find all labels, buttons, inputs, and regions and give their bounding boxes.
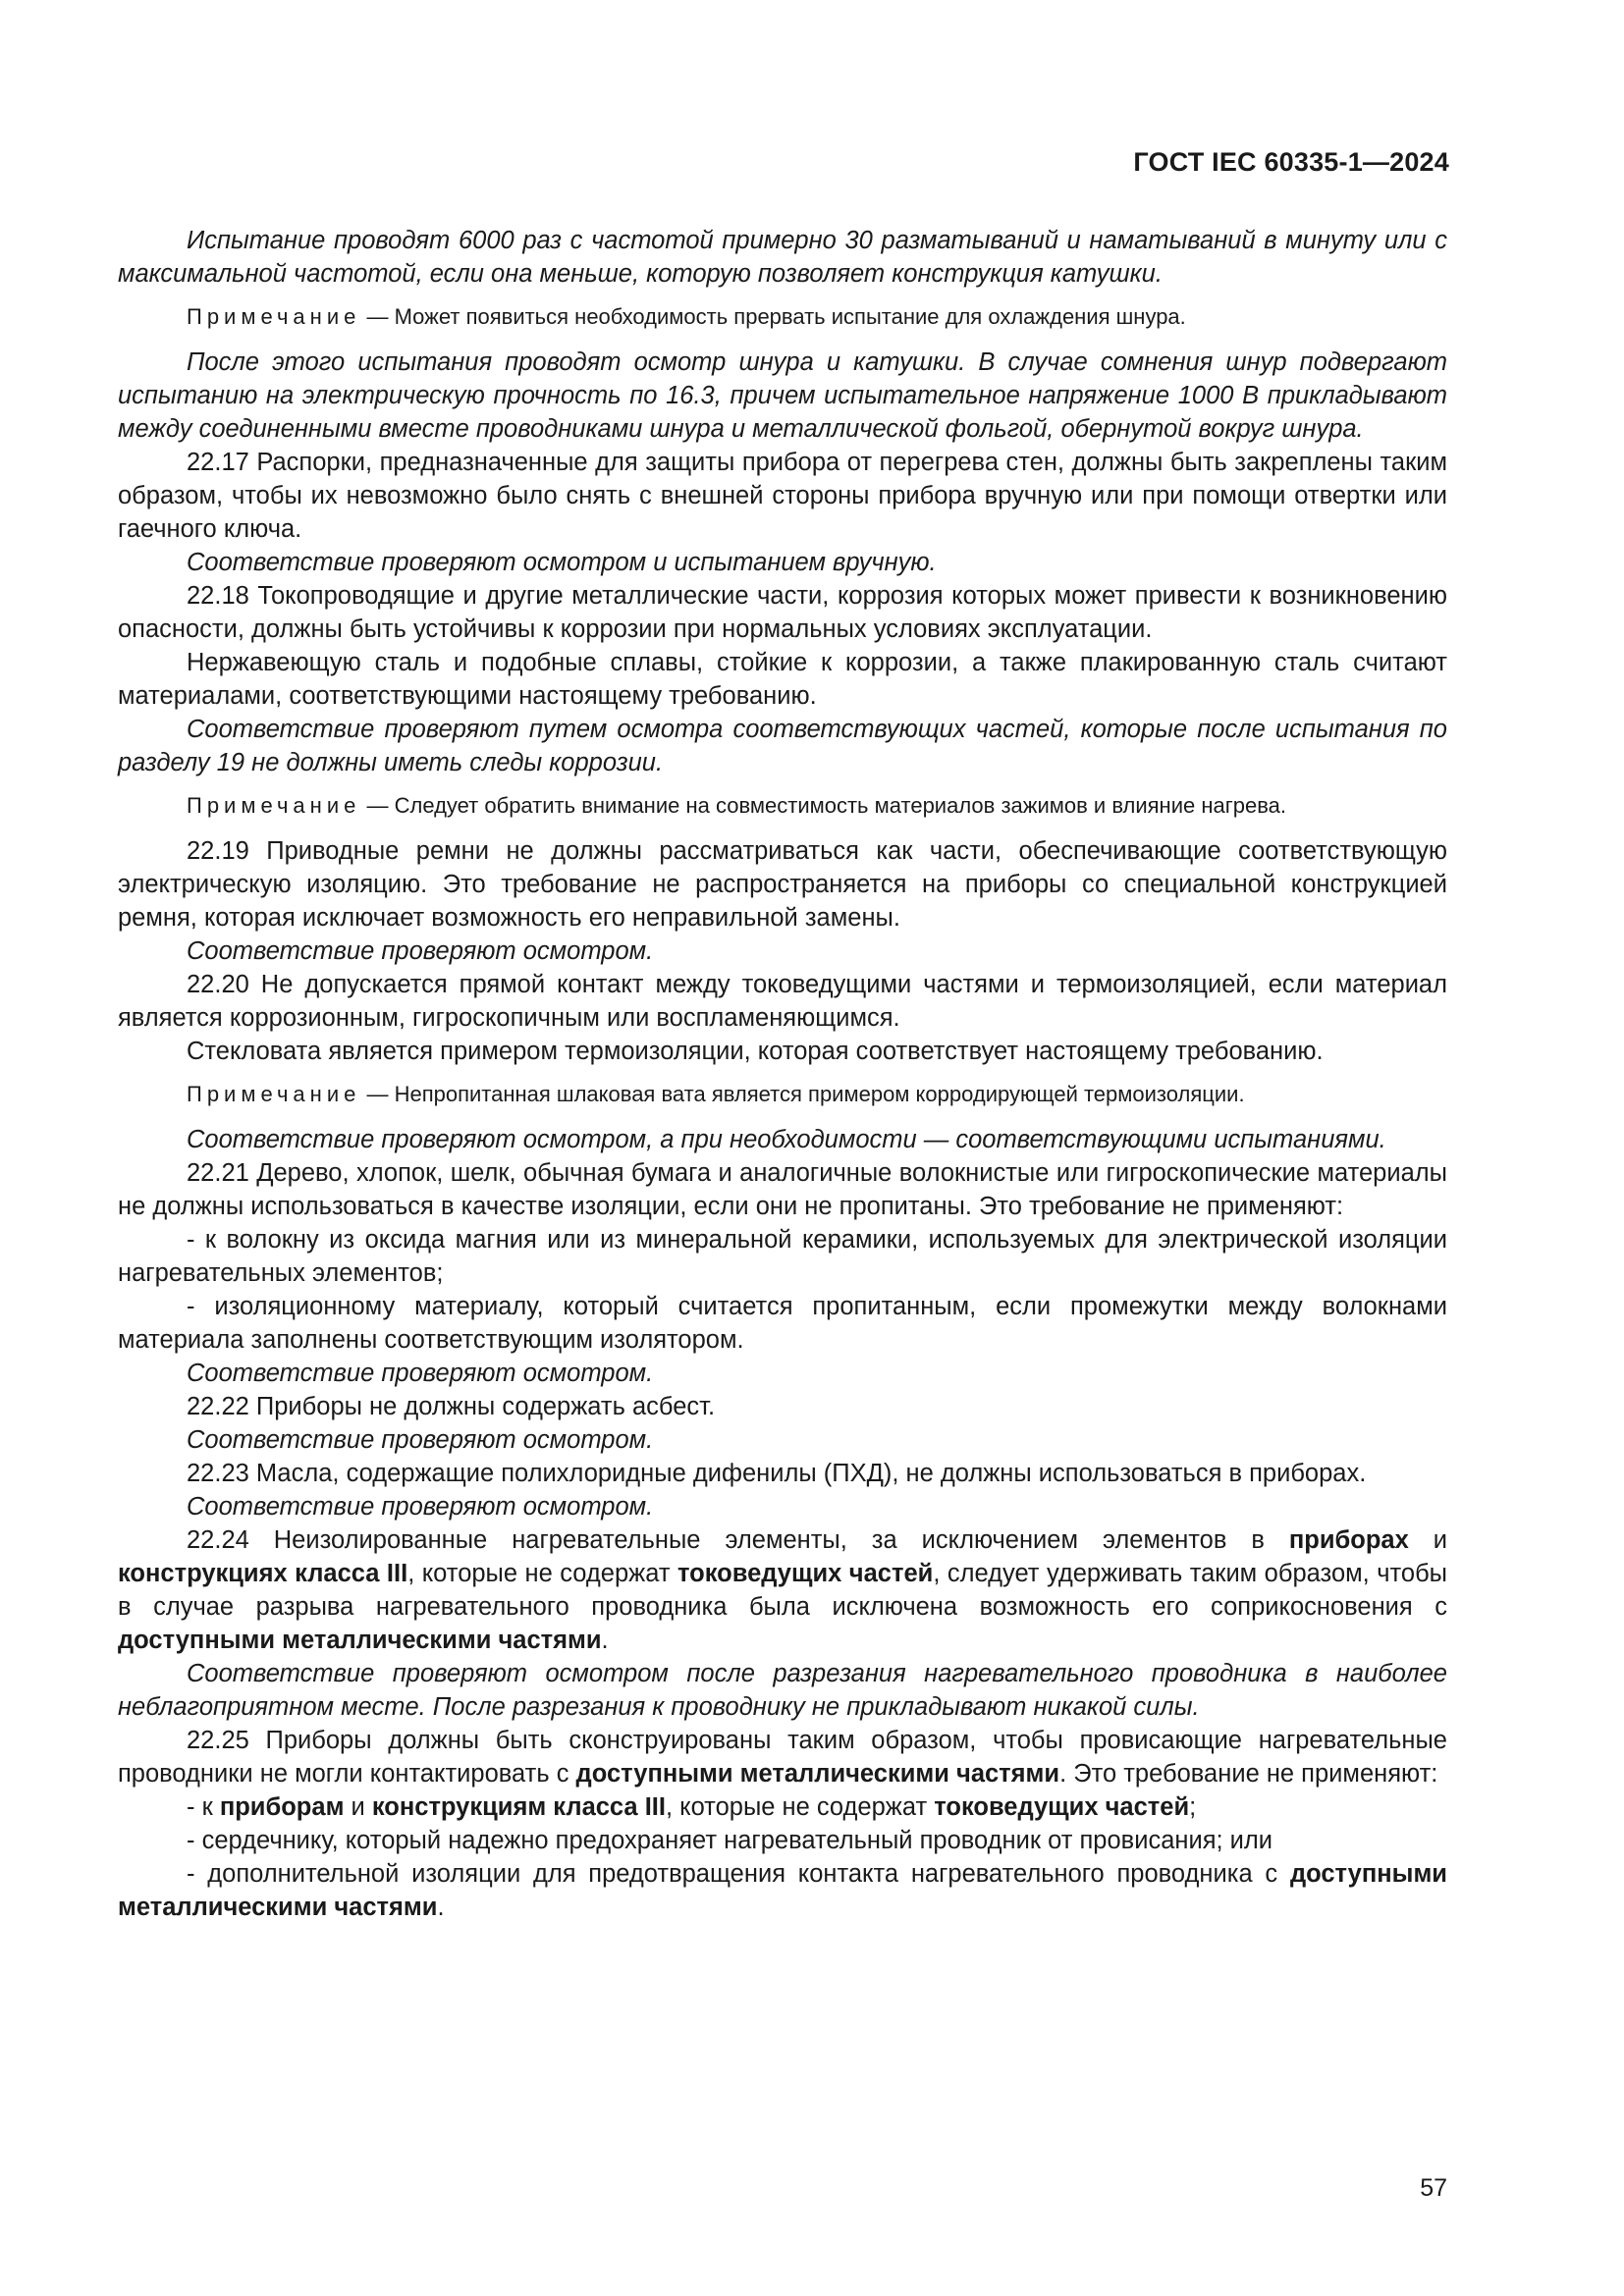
text-run: и [1408,1526,1447,1554]
defined-term: приборам [219,1793,345,1821]
note-dash: — [366,793,389,818]
document-body [118,224,1447,1924]
compliance-text: Соответствие проверяют осмотром. [187,937,654,965]
clause-22-22: 22.22 Приборы не должны содержать асбест. [187,1393,716,1420]
clause-22-21: 22.21 Дерево, хлопок, шелк, обычная бумага и аналогичные волокнистые или гигроскопические материалы не должны использоваться в качестве изоляции, если они не пропитаны. Это требование не применяют: [118,1159,1447,1220]
defined-term: доступными металлическими частями [118,1627,602,1654]
text-run: , следует удерживать таким образом, чтобы в случае разрыва нагревательного проводника была исключена возможность его соприкосновения с [118,1560,1448,1621]
text-run: . [437,1894,445,1921]
compliance-text: Соответствие проверяют осмотром. [187,1360,654,1387]
note-label: Примечание [187,1082,361,1106]
clause-22-19: 22.19 Приводные ремни не должны рассматриваться как части, обеспечивающие соответствующую электрическую изоляцию. Это требование не распространяется на приборы со специальной конструкцией ремня, которая исключает возможность его неправильной замены. [118,837,1447,932]
note-label: Примечание [187,304,361,329]
defined-term: доступными металлическими частями [575,1760,1060,1788]
compliance-text: Соответствие проверяют осмотром после разрезания нагревательного проводника в наиболее неблагоприятном месте. После разрезания к проводнику не прикладывают никакой силы. [118,1660,1447,1721]
text-run: . [601,1627,609,1654]
note-label: Примечание [187,793,361,818]
note-text: Может появиться необходимость прервать испытание для охлаждения шнура. [394,304,1186,329]
text-run: 22.25 Приборы должны быть сконструированы таким образом, чтобы провисающие нагревательные проводники не могли контактировать с [118,1727,1447,1788]
text-run: и [344,1793,372,1821]
list-item: - изоляционному материалу, который считается пропитанным, если промежутки между волокнами материала заполнены соответствующим изолятором. [118,1293,1447,1354]
text-run: 22.24 Неизолированные нагревательные элементы, за исключением элементов в [187,1526,1289,1554]
text-run: . Это требование не применяют: [1059,1760,1438,1788]
defined-term: токоведущих частей [677,1560,934,1587]
defined-term: токоведущих частей [934,1793,1190,1821]
text-run: , которые не содержат [407,1560,678,1587]
paragraph: Нержавеющую сталь и подобные сплавы, стойкие к коррозии, а также плакированную сталь считают материалами, соответствующими настоящему требованию. [118,649,1447,710]
compliance-text: Соответствие проверяют осмотром. [187,1493,654,1521]
clause-22-23: 22.23 Масла, содержащие полихлоридные дифенилы (ПХД), не должны использоваться в приборах. [187,1460,1367,1487]
list-item [118,1857,1447,1924]
text-run: ; [1189,1793,1197,1821]
page-number: 57 [1420,2174,1447,2202]
defined-term: доступными металлическими частями [118,1860,1447,1921]
text-run: - дополнительной изоляции для предотвращения контакта нагревательного проводника с [187,1860,1290,1888]
note-dash: — [366,1082,389,1106]
document-header: ГОСТ IEC 60335-1—2024 [1133,147,1449,177]
note [118,302,1447,332]
defined-term: конструкциях класса III [118,1560,408,1587]
clause-22-25 [118,1724,1447,1790]
paragraph: После этого испытания проводят осмотр шнура и катушки. В случае сомнения шнур подвергают испытанию на электрическую прочность по 16.3, причем испытательное напряжение 1000 В прикладывают между соединенными вместе проводниками шнура и металлической фольгой, обернутой вокруг шнура. [118,348,1447,443]
note-text: Непропитанная шлаковая вата является примером корродирующей термоизоляции. [394,1082,1245,1106]
note [118,791,1447,821]
list-item: - к волокну из оксида магния или из минеральной керамики, используемых для электрической изоляции нагревательных элементов; [118,1226,1447,1287]
defined-term: приборах [1288,1526,1409,1554]
list-item [118,1790,1447,1824]
paragraph: Испытание проводят 6000 раз с частотой примерно 30 разматываний и наматываний в минуту или с максимальной частотой, если она меньше, которую позволяет конструкция катушки. [118,227,1447,288]
defined-term: конструкциям класса III [371,1793,666,1821]
list-item: - сердечнику, который надежно предохраняет нагревательный проводник от провисания; или [187,1827,1273,1854]
clause-22-24 [118,1523,1447,1657]
compliance-text: Соответствие проверяют осмотром. [187,1426,654,1454]
note [118,1080,1447,1109]
clause-22-20: 22.20 Не допускается прямой контакт между токоведущими частями и термоизоляцией, если материал является коррозионным, гигроскопичным или воспламеняющимся. [118,971,1447,1032]
clause-22-17: 22.17 Распорки, предназначенные для защиты прибора от перегрева стен, должны быть закреплены таким образом, чтобы их невозможно было снять с внешней стороны прибора вручную или при помощи отвертки или гаечного ключа. [118,449,1447,543]
clause-22-18: 22.18 Токопроводящие и другие металлические части, коррозия которых может привести к возникновению опасности, должны быть устойчивы к коррозии при нормальных условиях эксплуатации. [118,582,1447,643]
note-text: Следует обратить внимание на совместимость материалов зажимов и влияние нагрева. [394,793,1287,818]
compliance-text: Соответствие проверяют осмотром, а при необходимости — соответствующими испытаниями. [187,1126,1386,1153]
text-run: , которые не содержат [665,1793,935,1821]
compliance-text: Соответствие проверяют путем осмотра соответствующих частей, которые после испытания по разделу 19 не должны иметь следы коррозии. [118,716,1447,776]
paragraph: Стекловата является примером термоизоляции, которая соответствует настоящему требованию. [187,1038,1324,1065]
compliance-text: Соответствие проверяют осмотром и испытанием вручную. [187,549,937,576]
note-dash: — [366,304,389,329]
text-run: - к [187,1793,220,1821]
